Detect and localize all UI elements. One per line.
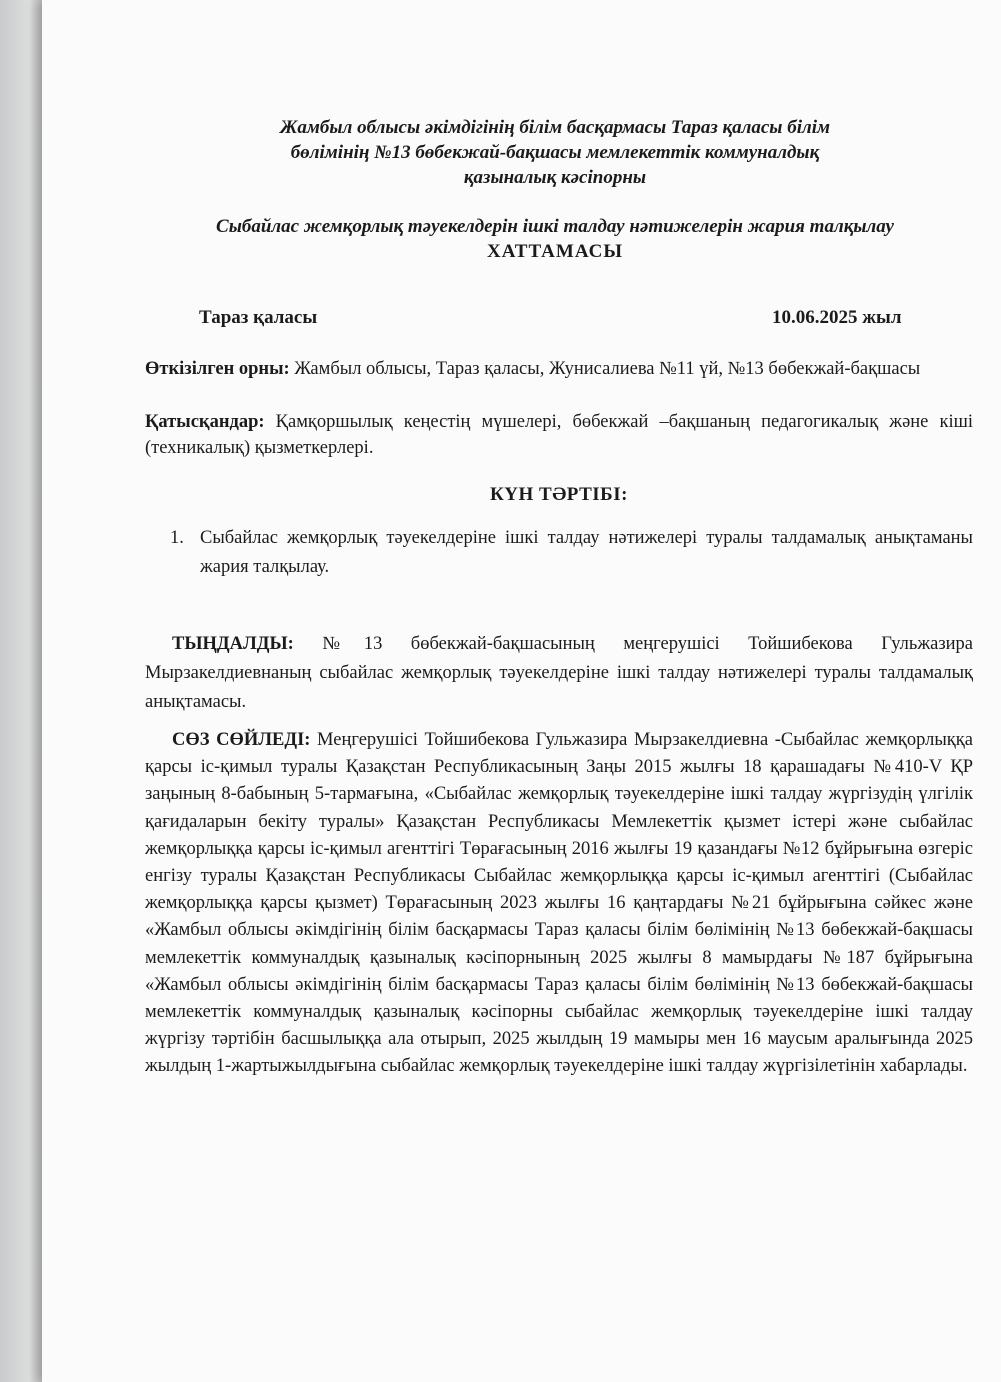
title-line-1: Сыбайлас жемқорлық тәуекелдерін ішкі талдау нәтижелерін жария талқылау	[216, 216, 894, 237]
spoke-paragraph	[145, 727, 973, 1081]
agenda-item-text: Сыбайлас жемқорлық тәуекелдеріне ішкі талдау нәтижелері туралы талдамалық анықтаманы жария талқылау.	[200, 528, 973, 577]
organization-header	[140, 115, 970, 190]
org-line-3: қазыналық кәсіпорны	[463, 167, 647, 188]
participants-label: Қатысқандар:	[145, 412, 265, 432]
venue-text: Жамбыл облысы, Тараз қаласы, Жунисалиева №11 үй, №13 бөбекжай-бақшасы	[289, 359, 921, 379]
heard-label: ТЫҢДАЛДЫ:	[172, 634, 294, 654]
spoke-label: СӨЗ СӨЙЛЕДІ:	[172, 730, 311, 750]
page-shadow-edge	[0, 0, 42, 1382]
title-line-2: ХАТТАМАСЫ	[487, 241, 623, 262]
venue-paragraph	[145, 356, 973, 382]
agenda-item	[170, 524, 973, 582]
agenda-item-number: 1.	[170, 528, 184, 548]
city: Тараз қаласы	[199, 307, 318, 328]
org-line-1: Жамбыл облысы әкімдігінің білім басқармасы Тараз қаласы білім	[279, 117, 831, 138]
heard-text: №13 бөбекжай-бақшасының меңгерушісі Тойшибекова Гульжазира Мырзакелдиевнаның сыбайлас жемқорлық тәуекелдеріне ішкі талдау нәтижелері туралы талдамалық анықтамасы.	[145, 634, 973, 712]
document-title	[140, 214, 970, 264]
participants-text: Қамқоршылық кеңестің мүшелері, бөбекжай –бақшаның педагогикалық және кіші (техникалық) қызметкерлері.	[145, 412, 973, 458]
heard-paragraph	[145, 630, 973, 717]
agenda-title: КҮН ТӘРТІБІ:	[490, 484, 628, 505]
participants-paragraph	[145, 409, 973, 461]
org-line-2: бөлімінің №13 бөбекжай-бақшасы мемлекеттік коммуналдық	[290, 142, 820, 163]
date: 10.06.2025 жыл	[772, 307, 902, 328]
venue-label: Өткізілген орны:	[145, 359, 290, 379]
spoke-text: Меңгерушісі Тойшибекова Гульжазира Мырзакелдиевна -Сыбайлас жемқорлыққа қарсы іс-қимыл туралы Қазақстан Республикасының Заңы 2015 жылғы 18 қарашадағы №410-V ҚР заңының 8-бабының 5-тармағына, «Сыбайлас жемқорлық тәуекелдеріне ішкі талдау жүргізудің үлгілік қағидаларын бекіту туралы» Қазақстан Республикасы Мемлекеттік қызмет істері және сыбайлас жемқорлыққа қарсы іс-қимыл агенттігі Төрағасының 2016 жылғы 19 қазандағы №12 бұйрығына өзгеріс енгізу туралы Қазақстан Республикасы Сыбайлас жемқорлыққа қарсы іс-қимыл агенттігі (Сыбайлас жемқорлыққа қарсы қызмет) Төрағасының 2023 жылғы 16 қаңтардағы №21 бұйрығына сәйкес және «Жамбыл облысы әкімдігінің білім басқармасы Тараз қаласы білім бөлімінің №13 бөбекжай-бақшасы мемлекеттік коммуналдық қазыналық кәсіпорнының 2025 жылғы 8 мамырдағы №187 бұйрығына «Жамбыл облысы әкімдігінің білім басқармасы Тараз қаласы білім бөлімінің №13 бөбекжай-бақшасы мемлекеттік коммуналдық қазыналық кәсіпорны сыбайлас жемқорлық тәуекелдеріне ішкі талдау жүргізу тәртібін басшылыққа ала отырып, 2025 жылдың 19 мамыры мен 16 маусым аралығында 2025 жылдың 1-жартыжылдығына сыбайлас жемқорлық тәуекелдеріне ішкі талдау жүргізілетінін хабарлады.	[145, 730, 973, 1077]
